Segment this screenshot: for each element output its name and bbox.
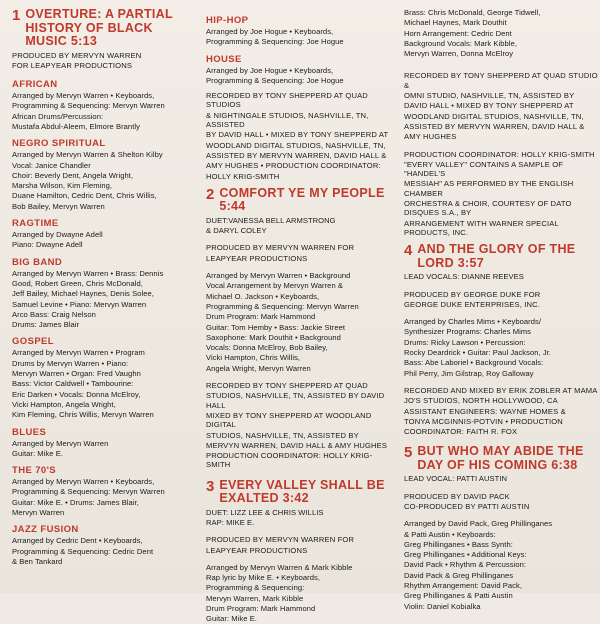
credit-line: & Patti Austin • Keyboards: [404,529,496,539]
genre-heading: HOUSE [206,53,242,65]
credit-line: Eric Darken • Vocals: Donna McElroy, [12,389,141,399]
credit-line: WOODLAND DIGITAL STUDIOS, NASHVILLE, TN, [206,140,386,150]
credit-line: Arco Bass: Craig Nelson [12,309,96,319]
track-entry [12,8,192,70]
track-title: BUT WHO MAY ABIDE THE DAY OF HIS COMING 6:38 [417,444,584,472]
note-block [404,64,600,237]
credit-line: ASSISTED BY MERVYN WARREN, DAVID HALL & [404,121,585,131]
genre-heading: RAGTIME [12,218,59,230]
credit-line: MERVYN WARREN, DAVID HALL & AMY HUGHES [206,440,388,450]
credit-line: AMY HUGHES [404,132,457,142]
credit-line: ASSISTED BY MERVYN WARREN, DAVID HALL & [206,150,387,160]
credit-line: DUET:VANESSA BELL ARMSTRONG [206,215,336,225]
track-entry [206,479,390,624]
credit-line: Arranged by Mervyn Warren • Background [206,271,351,281]
track-title: AND THE GLORY OF THE LORD 3:57 [417,242,576,270]
credit-line: Drum Program: Mark Hammond [206,604,316,614]
track-title: OVERTURE: A PARTIAL HISTORY OF BLACK MUSIC 5:13 [25,7,173,48]
credit-line: Brass: Chris McDonald, George Tidwell, [404,8,541,17]
credit-line: Drum Program: Mark Hammond [206,312,316,322]
spacer [404,143,600,150]
credit-line: ASSISTANT ENGINEERS: WAYNE HOMES & [404,406,566,416]
credit-line: HOLLY KRIG-SMITH [206,171,280,181]
credit-line: Mustafa Abdul-Aleem, Elmore Brantly [12,121,140,131]
credit-line: DUET: LIZZ LEE & CHRIS WILLIS [206,507,324,517]
credit-line: Programming & Sequencing: Cedric Dent [12,546,154,556]
track-header [404,445,600,472]
credit-line: Arranged by Mervyn Warren [12,438,109,448]
genre-section [206,15,390,47]
credit-line: PRODUCED BY MERVYN WARREN FOR [206,243,355,253]
credit-line: Drums: Ricky Lawson • Percussion: [404,337,526,347]
credit-line: Piano: Dwayne Adell [12,240,83,250]
credit-line: David Pack • Rhythm & Percussion: [404,560,527,570]
credit-line: Programming & Sequencing: Joe Hogue [206,75,344,85]
spacer [404,379,600,386]
genre-heading: NEGRO SPIRITUAL [12,138,106,150]
credit-line: PRODUCED BY MERVYN WARREN FOR [206,535,355,545]
credit-line: Rocky Deardrick • Guitar: Paul Jackson, Jr. [404,348,552,358]
genre-heading: BLUES [12,426,47,438]
column-3 [404,8,600,611]
track-entry [404,243,600,436]
credit-line: Arranged by Mervyn Warren • Program [12,348,145,358]
credit-line: Phil Perry, Jim Gilstrap, Roy Galloway [404,368,534,378]
credit-line: DAVID HALL • MIXED BY TONY SHEPPERD AT [404,101,574,111]
genre-heading: THE 70'S [12,465,57,477]
credit-line: ORCHESTRA & CHOIR, COURTESY OF DATO DISQUES S.A., BY [404,199,572,218]
credit-line: COORDINATOR: FAITH R. FOX [404,427,518,437]
credit-line: Good, Robert Green, Chris McDonald, [12,278,143,288]
genre-section [12,427,192,459]
track-number: 1 [12,7,21,24]
spacer [206,556,390,563]
credit-line: PRODUCTION COORDINATOR: HOLLY KRIG-SMITH [404,149,595,159]
credit-line: Guitar: Tom Hemby • Bass: Jackie Street [206,322,346,332]
note-block [206,91,390,181]
credit-line: Greg Phillinganes • Additional Keys: [404,550,527,560]
genre-section [12,138,192,211]
credit-line: Bass: Victor Caldwell • Tambourine: [12,379,134,389]
genre-section [206,54,390,86]
track-entry [206,187,390,470]
credit-line: Rhythm Arrangement: David Pack, [404,581,523,591]
track-header [206,479,390,506]
spacer [404,512,600,519]
credit-line: Programming & Sequencing: Joe Hogue [206,37,344,47]
genre-heading: GOSPEL [12,336,54,348]
column-1 [12,8,192,587]
columns-container [12,7,598,624]
spacer [404,283,600,290]
credit-line: Vicki Hampton, Angela Wright, [12,399,116,409]
credit-line: RECORDED BY TONY SHEPPERD AT QUAD STUDIO & [404,71,598,90]
genre-heading: JAZZ FUSION [12,524,79,536]
credit-line: RECORDED BY TONY SHEPPERD AT QUAD STUDIOS [206,91,368,110]
credit-line: Vocal: Janice Chandler [12,160,91,170]
credit-line: & NIGHTINGALE STUDIOS, NASHVILLE, TN, ASSISTED [206,110,369,130]
credit-line: RECORDED BY TONY SHEPPERD AT QUAD [206,381,368,391]
genre-heading: BIG BAND [12,256,63,268]
credit-line: Rap lyric by Mike E. • Keyboards, [206,573,321,583]
track-number: 4 [404,242,413,260]
credit-line: Violin: Daniel Kobialka [404,601,481,611]
credit-line: Choir: Beverly Dent, Angela Wright, [12,170,134,180]
credit-line: Vicki Hampton, Chris Willis, [206,353,301,363]
credit-line: Drums: James Blair [12,320,80,330]
credit-line: STUDIOS, NASHVILLE, TN, ASSISTED BY [206,430,359,440]
credit-line: Greg Phillinganes • Bass Synth: [404,539,513,549]
credit-line: Bass: Abe Laboriel • Background Vocals: [404,358,544,368]
credit-line: AMY HUGHES • PRODUCTION COORDINATOR: [206,161,381,171]
track-number: 5 [404,444,413,462]
credit-line: Arranged by Mervyn Warren • Keyboards, [12,91,155,101]
credit-line: David Pack & Greg Phillinganes [404,570,514,580]
credit-line: LEAD VOCAL: PATTI AUSTIN [404,474,508,484]
credit-line: LEAPYEAR PRODUCTIONS [206,253,308,263]
genre-section [12,465,192,517]
spacer [404,310,600,317]
credit-line: Bob Bailey, Mervyn Warren [12,201,105,211]
credit-line: LEAD VOCALS: DIANNE REEVES [404,272,524,282]
credit-line: OMNI STUDIO, NASHVILLE, TN, ASSISTED BY [404,91,575,101]
credit-line: LEAPYEAR PRODUCTIONS [206,545,308,555]
credit-line: Mervyn Warren • Organ: Fred Vaughn [12,369,141,379]
column-2 [206,8,390,624]
credit-line: Drums by Mervyn Warren • Piano: [12,358,129,368]
genre-heading: AFRICAN [12,79,58,91]
credit-line: PRODUCED BY GEORGE DUKE FOR [404,289,541,299]
genre-section [12,218,192,250]
credit-line: Greg Phillinganes & Patti Austin [404,591,513,601]
credit-line: Programming & Sequencing: Mervyn Warren [206,301,359,311]
track-number: 3 [206,477,215,495]
credit-line: Programming & Sequencing: Mervyn Warren [12,101,165,111]
credit-line: Arranged by Dwayne Adell [12,230,103,240]
credit-line: PRODUCTION COORDINATOR: HOLLY KRIG-SMITH [206,451,373,470]
credit-line: Synthesizer Programs: Charles Mims [404,327,532,337]
credit-line: TONYA MCGINNIS-POTVIN • PRODUCTION [404,416,563,426]
note-block [404,8,600,58]
credit-line: Saxophone: Mark Douthit • Background [206,332,341,342]
track-number: 2 [206,185,215,203]
track-header [206,187,390,214]
spacer [206,264,390,271]
credit-line: CO-PRODUCED BY PATTI AUSTIN [404,501,530,511]
credit-line: Mervyn Warren [12,508,65,517]
credit-line: JO'S STUDIOS, NORTH HOLLYWOOD, CA [404,396,558,406]
track-title: EVERY VALLEY SHALL BE EXALTED 3:42 [219,477,385,506]
credit-line: MESSIAH" AS PERFORMED BY THE ENGLISH CHAMBER [404,179,574,198]
credit-line: Horn Arrangement: Cedric Dent [404,28,512,38]
credit-line: Programming & Sequencing: [206,583,305,593]
track-entry [404,445,600,611]
credit-line: RAP: MIKE E. [206,517,255,527]
genre-section [12,336,192,419]
credit-line: Mervyn Warren, Mark Kibble [206,593,304,603]
spacer [206,236,390,243]
genre-section [12,257,192,330]
credit-line: PRODUCED BY DAVID PACK [404,491,510,501]
credit-line: BY DAVID HALL • MIXED BY TONY SHEPPERD AT [206,130,389,140]
credit-line: Arranged by Joe Hogue • Keyboards, [206,65,334,75]
credit-line: Background Vocals: Mark Kibble, [404,38,517,48]
credit-line: RECORDED AND MIXED BY ERIK ZOBLER AT MAMA [404,385,598,395]
credit-line: Arranged by Charles Mims • Keyboards/ [404,317,542,327]
track-header [404,243,600,270]
credit-line: Arranged by David Pack, Greg Phillinganes [404,519,553,529]
credit-line: & DARYL COLEY [206,226,267,236]
credit-line: Programming & Sequencing: Mervyn Warren [12,487,165,497]
credit-line: Vocal Arrangement by Mervyn Warren & [206,281,343,291]
spacer [404,64,600,71]
credit-line: Marsha Wilson, Kim Fleming, [12,181,113,191]
genre-section [12,524,192,566]
spacer [404,485,600,492]
credit-line: PRODUCED BY MERVYN WARREN [12,50,142,60]
credit-line: Arranged by Mervyn Warren & Mark Kibble [206,562,353,572]
credit-line: Guitar: Mike E. [206,614,257,624]
track-header [12,8,192,49]
credit-line: Arranged by Joe Hogue • Keyboards, [206,27,334,36]
credit-line: FOR LEAPYEAR PRODUCTIONS [12,60,133,70]
credit-line: GEORGE DUKE ENTERPRISES, INC. [404,299,540,309]
credit-line: Jeff Bailey, Michael Haynes, Denis Solee, [12,289,154,299]
credit-line: Arranged by Mervyn Warren • Brass: Dennis [12,268,164,278]
credit-line: "EVERY VALLEY" CONTAINS A SAMPLE OF "HANDEL'S [404,159,564,179]
credit-line: Mervyn Warren, Donna McElroy [404,49,514,59]
spacer [206,374,390,381]
credit-line: Michael O. Jackson • Keyboards, [206,291,320,301]
credit-line: Angela Wright, Mervyn Warren [206,363,311,373]
credit-line: Kim Fleming, Chris Willis, Mervyn Warren [12,410,154,420]
credit-line: Guitar: Mike E. • Drums: James Blair, [12,497,139,507]
credit-line: & Ben Tankard [12,556,63,566]
credit-line: STUDIOS, NASHVILLE, TN, ASSISTED BY DAVID HALL [206,391,385,410]
credit-line: African Drums/Percussion: [12,111,104,121]
credit-line: WOODLAND DIGITAL STUDIOS, NASHVILLE, TN, [404,111,584,121]
genre-heading: HIP-HOP [206,15,249,26]
credit-line: Arranged by Cedric Dent • Keyboards, [12,536,143,546]
credit-line: Vocals: Donna McElroy, Bob Bailey, [206,343,328,353]
credit-line: Duane Hamilton, Cedric Dent, Chris Willis, [12,191,157,201]
credit-line: Guitar: Mike E. [12,448,63,458]
credit-line: Arranged by Mervyn Warren & Shelton Kilby [12,150,163,160]
spacer [206,528,390,535]
credit-line: MIXED BY TONY SHEPPERD AT WOODLAND DIGITAL [206,410,372,430]
credit-line: Samuel Levine • Piano: Mervyn Warren [12,299,147,309]
track-title: COMFORT YE MY PEOPLE 5:44 [219,185,385,214]
credit-line: ARRANGEMENT WITH WARNER SPECIAL PRODUCTS, INC. [404,218,559,237]
genre-section [12,79,192,131]
credit-line: Michael Haynes, Mark Douthit [404,18,507,28]
credit-line: Arranged by Mervyn Warren • Keyboards, [12,477,155,487]
